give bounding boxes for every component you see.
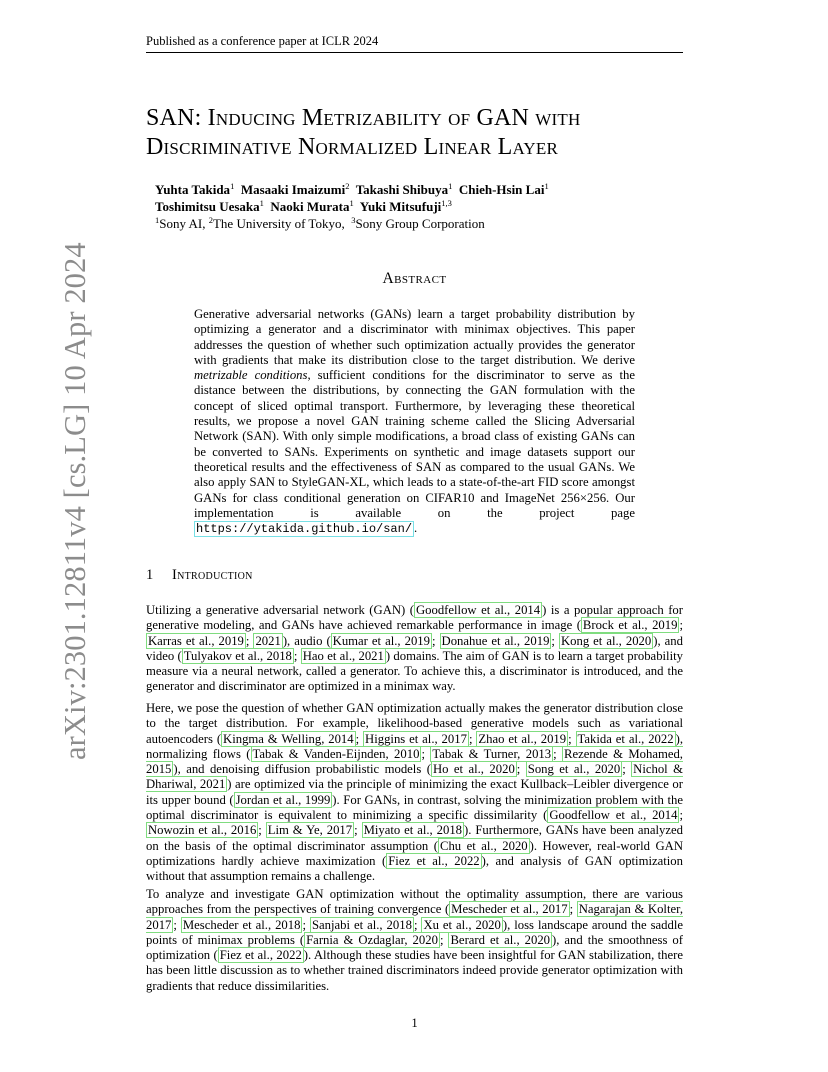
paragraph-text: ;	[421, 746, 431, 761]
abstract-heading: Abstract	[382, 270, 447, 287]
citation-link[interactable]: 2021	[255, 633, 281, 648]
paragraph-text: ;	[679, 618, 683, 633]
intro-paragraph-3	[146, 887, 683, 994]
paragraph-text: ;	[568, 731, 576, 746]
intro-paragraph-2	[146, 701, 683, 885]
paragraph-text: ;	[258, 823, 266, 838]
citation-link[interactable]: Tulyakov et al., 2018	[183, 648, 292, 663]
citation-link[interactable]: Mescheder et al., 2018	[182, 917, 301, 932]
author-affil-mark: 1,3	[441, 197, 452, 208]
author-name: Yuki Mitsufuji	[359, 198, 442, 214]
citation-link[interactable]: Goodfellow et al., 2014	[549, 808, 678, 823]
citation-link[interactable]: Ho et al., 2020	[432, 762, 515, 777]
paragraph-text: ;	[173, 917, 181, 932]
paragraph-text: ;	[468, 731, 477, 746]
paragraph-text: Utilizing a generative adversarial network (GAN) (	[146, 603, 414, 617]
paragraph-text: ), loss landscape around the saddle points of minimax problems (	[146, 917, 683, 947]
author-name: Toshimitsu Uesaka	[155, 198, 260, 214]
citation-link[interactable]: Fiez et al., 2022	[219, 948, 302, 963]
paragraph-text: ;	[679, 808, 683, 823]
citation-link[interactable]: Karras et al., 2019	[148, 633, 244, 648]
author-affil-mark: 1	[230, 181, 235, 191]
abstract-text: .	[414, 521, 418, 536]
title-part: ormalized	[315, 134, 418, 160]
citation-link[interactable]: Mescheder et al., 2017	[451, 902, 568, 917]
affiliation: Sony AI,	[159, 216, 209, 231]
paragraph-text: ;	[354, 823, 362, 838]
citation-link[interactable]: Lim & Ye, 2017	[267, 823, 353, 838]
paragraph-text: ), and denoising diffusion probabilistic models (	[173, 762, 431, 777]
paragraph-text: ). Furthermore, GANs have been analyzed on the basis of the optimal discriminator assumption (	[146, 823, 683, 853]
citation-link[interactable]: Tabak & Turner, 2013	[432, 746, 552, 761]
citation-link[interactable]: Brock et al., 2019	[582, 618, 678, 633]
author-name: Masaaki Imaizumi	[240, 182, 346, 197]
paragraph-text: ). For GANs, in contrast, solving the minimization problem with the optimal discriminator is equivalent to minimizing a specific dissimilarity (	[146, 792, 683, 823]
author-affil-mark: 2	[345, 181, 350, 191]
paragraph-text: ;	[245, 633, 254, 648]
title-part: ayer	[512, 134, 559, 160]
citation-link[interactable]: Jordan et al., 1999	[235, 792, 331, 807]
abstract-text: , sufficient conditions for the discriminator to serve as the distance between the distributions, by connecting the GAN formulation with the concept of sliced optimal transport. Furthermore, by leveraging these theoretical results, we propose a novel GAN training scheme called the Slicing Adversarial Network (SAN). With only simple modifications, a broad class of existing GANs can be converted to SANs. Experiments on synthetic and image datasets support our theoretical results and the effectiveness of SAN as compared to the usual GANs. We also apply SAN to StyleGAN-XL, which leads to a state-of-the-art FID score amongst GANs for class conditional generation on CIFAR10 and ImageNet 256×256. Our implementation is available on the project page	[194, 368, 635, 520]
section-heading	[146, 567, 683, 584]
header-rule	[146, 52, 683, 53]
paragraph-text: ;	[439, 932, 449, 947]
citation-link[interactable]: Higgins et al., 2017	[365, 731, 467, 746]
citation-link[interactable]: Hao et al., 2021	[302, 648, 384, 663]
author-name: Chieh-Hsin Lai	[458, 182, 545, 197]
author-list	[155, 182, 675, 215]
author-name: Naoki Murata	[270, 198, 350, 214]
affiliations	[155, 216, 675, 232]
paragraph-text: ). Although these studies have been insightful for GAN stabilization, there has been little discussion as to whether trained discriminators indeed provide generator optimization with gradients that reduce dissimilarities.	[146, 948, 683, 993]
paragraph-text: ;	[413, 917, 422, 932]
affil-mark: 3	[351, 215, 356, 225]
intro-paragraph-1	[146, 603, 683, 695]
citation-link[interactable]: Berard et al., 2020	[450, 932, 551, 947]
abstract-emphasis: metrizable conditions	[194, 368, 308, 383]
citation-link[interactable]: Goodfellow et al., 2014	[415, 603, 541, 617]
citation-link[interactable]: Fiez et al., 2022	[388, 853, 480, 868]
affiliation: The University of Tokyo,	[212, 216, 348, 231]
citation-link[interactable]: Donahue et al., 2019	[441, 633, 550, 648]
citation-link[interactable]: Farnia & Ozdaglar, 2020	[306, 932, 438, 947]
paragraph-text: ), audio (	[282, 633, 331, 648]
citation-link[interactable]: Song et al., 2020	[527, 762, 621, 777]
citation-link[interactable]: Chu et al., 2020	[439, 838, 528, 853]
title-part: inear	[438, 134, 492, 160]
citation-link[interactable]: Kong et al., 2020	[560, 633, 652, 648]
title-part: etrizability of	[323, 105, 471, 131]
arxiv-stamp: arXiv:2301.12811v4 [cs.LG] 10 Apr 2024	[58, 242, 92, 760]
title-part: nducing	[215, 105, 296, 131]
author-affil-mark: 1	[448, 181, 453, 191]
paragraph-text: ) are optimized via the principle of minimizing the exact Kullback–Leibler divergence or its upper bound (	[146, 777, 683, 807]
citation-link[interactable]: Nagarajan & Kolter, 2017	[146, 902, 683, 932]
abstract-text: Generative adversarial networks (GANs) learn a target probability distribution by optimizing a generator and a discriminator with minimax objectives. This paper addresses the question of whether such optimization actually provides the generator with gradients that make its distribution close to the target distribution. We derive	[194, 307, 635, 367]
citation-link[interactable]: Kumar et al., 2019	[332, 633, 430, 648]
title-part: D	[146, 134, 164, 160]
author-name: Yuhta Takida	[155, 182, 231, 197]
paragraph-text: ;	[569, 902, 577, 917]
section-number: 1	[146, 567, 154, 583]
title-part: iscriminative	[163, 134, 292, 160]
paragraph-text: ), and video (	[146, 633, 683, 663]
paragraph-text: ;	[431, 633, 440, 648]
citation-link[interactable]: Tabak & Vanden-Eijnden, 2010	[252, 746, 420, 761]
author-affil-mark: 1	[544, 181, 549, 191]
citation-link[interactable]: Rezende & Mohamed, 2015	[146, 746, 683, 777]
paragraph-text: To analyze and investigate GAN optimization without the optimality assumption, there are various approaches from the perspectives of training convergence (	[146, 887, 683, 917]
author-affil-mark: 1	[259, 197, 264, 208]
section-title: Introduction	[172, 567, 253, 583]
author-name: Takashi Shibuya	[355, 182, 449, 197]
citation-link[interactable]: Miyato et al., 2018	[363, 823, 463, 838]
author-affil-mark: 1	[349, 197, 354, 208]
title-part: with	[535, 105, 581, 131]
title-part: N	[291, 134, 316, 160]
page-number: 1	[411, 1016, 418, 1030]
running-head: Published as a conference paper at ICLR 2024	[146, 34, 379, 48]
project-page-link[interactable]: https://ytakida.github.io/san/	[196, 522, 413, 537]
title-part: L	[417, 134, 439, 160]
citation-link[interactable]: Nowozin et al., 2016	[148, 823, 257, 838]
title-part: GAN	[470, 105, 536, 131]
citation-link[interactable]: Xu et al., 2020	[423, 917, 501, 932]
paragraph-text: ), and the smoothness of optimization (	[146, 932, 683, 963]
paragraph-text: ). However, real-world GAN optimizations hardly achieve maximization (	[146, 838, 683, 868]
paragraph-text: ;	[355, 731, 364, 746]
title-part: SAN: I	[146, 105, 216, 131]
affil-mark: 2	[208, 215, 213, 225]
paragraph-text: ;	[302, 917, 310, 932]
title-part: L	[491, 134, 513, 160]
citation-link[interactable]: Sanjabi et al., 2018	[311, 917, 412, 932]
citation-link[interactable]: Takida et al., 2022	[577, 731, 674, 746]
paragraph-text: ;	[553, 746, 563, 761]
paragraph-text: ), and analysis of GAN optimization without that assumption remains a challenge.	[146, 853, 683, 884]
paragraph-text: ;	[551, 633, 559, 648]
paragraph-text: Here, we pose the question of whether GAN optimization actually makes the generator distribution close to the target distribution. For example, likelihood-based generative models such as variational autoencoders (	[146, 701, 683, 746]
title-part: M	[295, 105, 324, 131]
paragraph-text: ) domains. The aim of GAN is to learn a target probability measure via a neural network, called a generator. To achieve this, a discriminator is introduced, and the generator and discriminator are optimized in a minimax way.	[146, 648, 683, 694]
paper-title	[146, 104, 706, 162]
affil-mark: 1	[155, 215, 160, 225]
citation-link[interactable]: Kingma & Welling, 2014	[223, 731, 354, 746]
paragraph-text: ), normalizing flows (	[146, 731, 683, 761]
affiliation: Sony Group Corporation	[355, 216, 485, 231]
citation-link[interactable]: Zhao et al., 2019	[478, 731, 567, 746]
paragraph-text: ;	[622, 762, 632, 777]
citation-link[interactable]: Nichol & Dhariwal, 2021	[146, 762, 684, 792]
paragraph-text: ;	[293, 648, 301, 663]
paragraph-text: ;	[516, 762, 526, 777]
abstract-body	[194, 307, 635, 537]
paragraph-text: ) is a popular approach for generative modeling, and GANs have achieved remarkable performance in image (	[146, 603, 683, 633]
